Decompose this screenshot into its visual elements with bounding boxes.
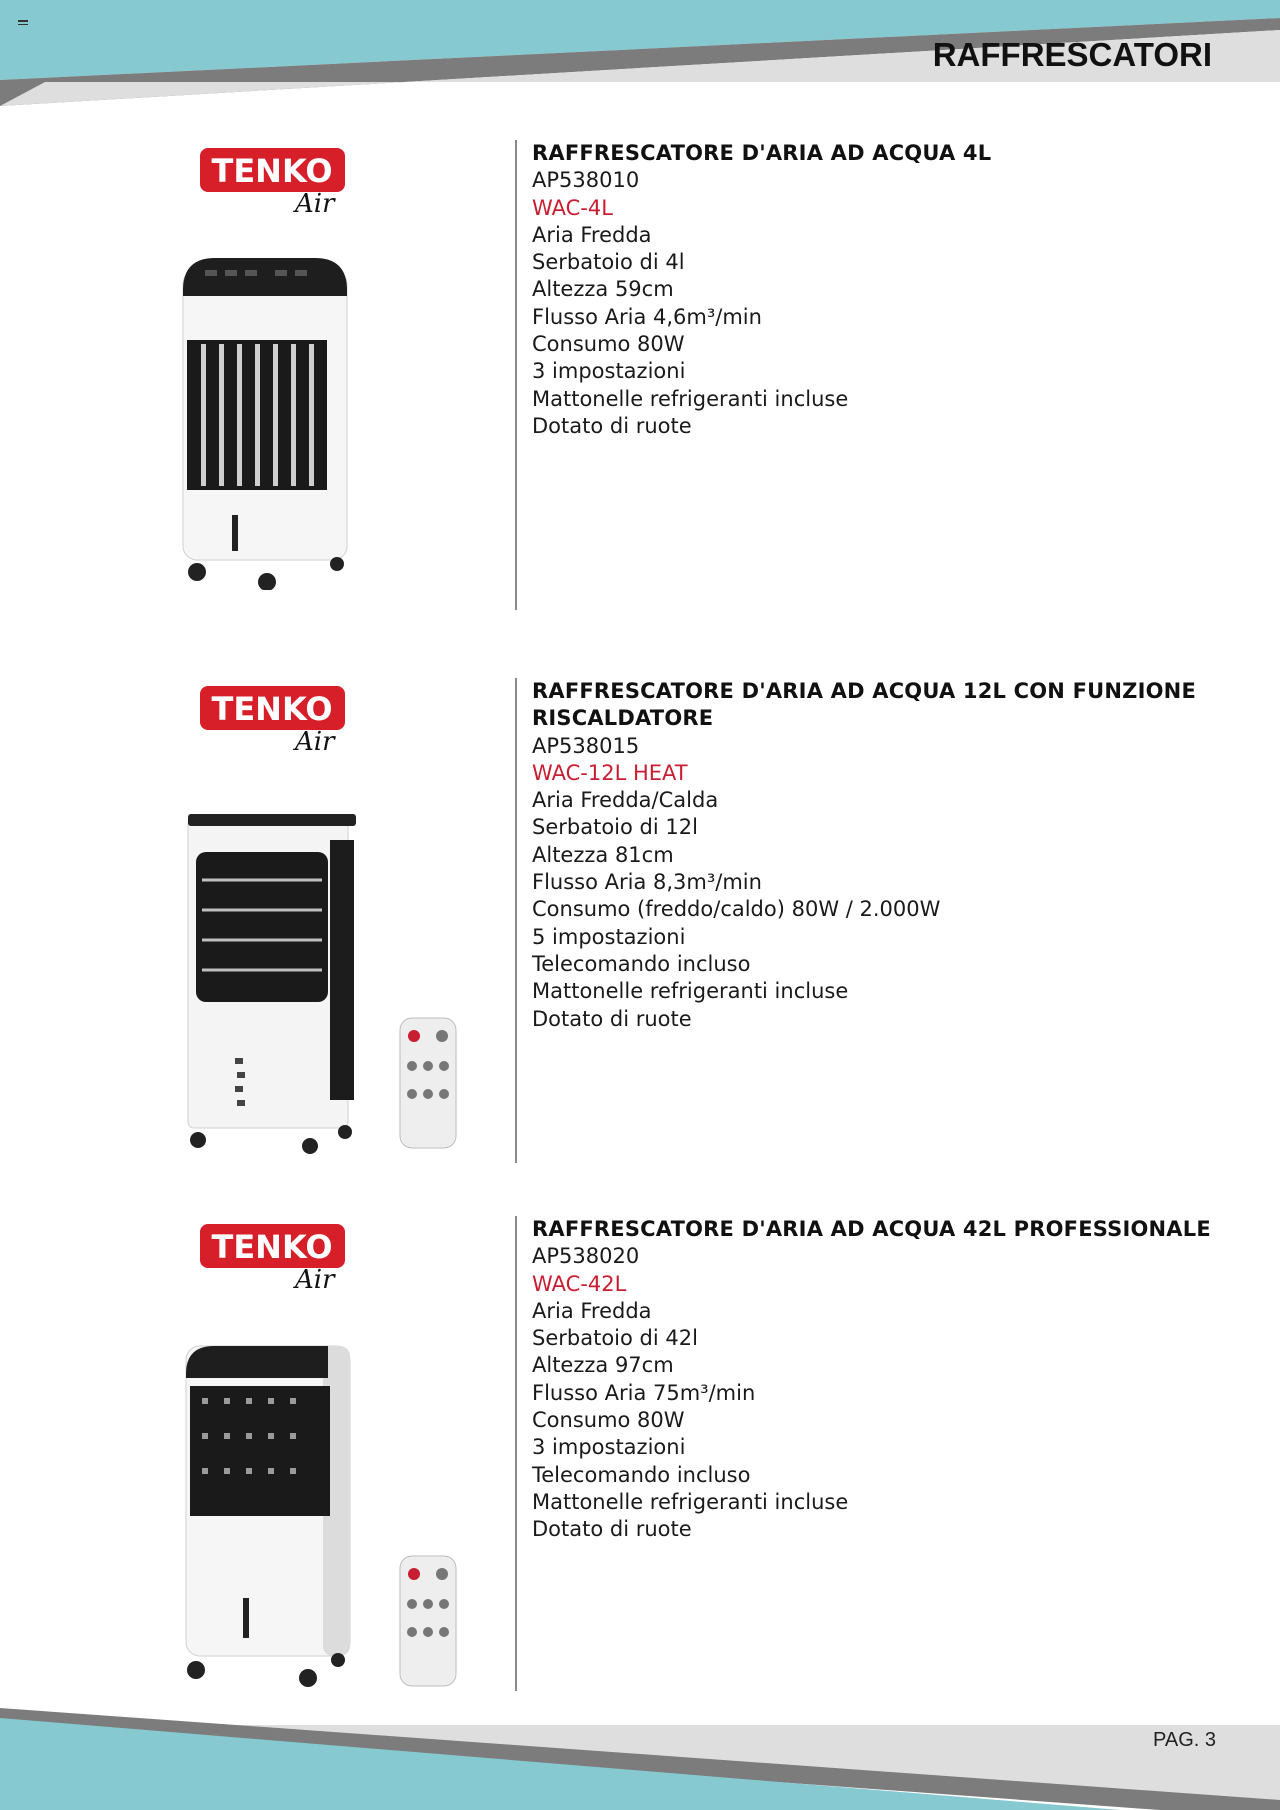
spec-item: Consumo (freddo/caldo) 80W / 2.000W <box>532 897 941 922</box>
spec-item: 3 impostazioni <box>532 1435 686 1460</box>
menu-icon[interactable] <box>18 20 28 27</box>
product-image-wac-4l <box>175 250 355 590</box>
spec-item: Dotato di ruote <box>532 1517 692 1542</box>
product-details <box>532 140 1232 440</box>
spec-item: Consumo 80W <box>532 332 685 357</box>
page-title: RAFFRESCATORI <box>932 36 1212 73</box>
spec-item: Serbatoio di 42l <box>532 1326 698 1351</box>
spec-item: Mattonelle refrigeranti incluse <box>532 979 849 1004</box>
product-details <box>532 1216 1232 1544</box>
spec-item: Mattonelle refrigeranti incluse <box>532 1489 849 1514</box>
product-code: AP538020 <box>532 1244 640 1269</box>
spec-list <box>532 1298 1232 1544</box>
svg-text:TENKO: TENKO <box>211 690 333 728</box>
product-model: WAC-4L <box>532 195 613 220</box>
product-image-wac-42l <box>178 1338 358 1698</box>
spec-item: Altezza 59cm <box>532 277 674 302</box>
product-model: WAC-12L HEAT <box>532 760 688 785</box>
spec-item: Serbatoio di 4l <box>532 250 685 275</box>
svg-text:TENKO: TENKO <box>211 1228 333 1266</box>
product-card-2 <box>0 678 1280 1163</box>
product-card-3 <box>0 1216 1280 1691</box>
product-name: RAFFRESCATORE D'ARIA AD ACQUA 12L CON FUNZIONE RISCALDATORE <box>532 679 1196 731</box>
spec-item: 3 impostazioni <box>532 359 686 384</box>
footer-band <box>0 1700 1280 1810</box>
spec-item: Aria Fredda <box>532 1298 652 1323</box>
spec-item: Dotato di ruote <box>532 413 692 438</box>
spec-list <box>532 222 1232 440</box>
spec-item: Serbatoio di 12l <box>532 815 698 840</box>
spec-list <box>532 787 1232 1033</box>
remote-control-image <box>398 1554 458 1689</box>
product-card-1 <box>0 140 1280 610</box>
spec-item: Telecomando incluso <box>532 951 751 976</box>
svg-text:Air: Air <box>295 189 335 219</box>
spec-item: Flusso Aria 8,3m³/min <box>532 870 762 895</box>
divider-line <box>515 140 517 610</box>
spec-item: Telecomando incluso <box>532 1462 751 1487</box>
product-code: AP538010 <box>532 168 640 193</box>
product-details <box>532 678 1232 1033</box>
divider-line <box>515 678 517 1163</box>
page-number: PAG. 3 <box>1153 1729 1216 1751</box>
spec-item: Flusso Aria 75m³/min <box>532 1380 756 1405</box>
svg-text:TENKO: TENKO <box>211 152 333 190</box>
tenko-air-logo <box>200 1216 350 1296</box>
spec-item: 5 impostazioni <box>532 924 686 949</box>
spec-item: Flusso Aria 4,6m³/min <box>532 304 762 329</box>
spec-item: Mattonelle refrigeranti incluse <box>532 386 849 411</box>
spec-item: Altezza 97cm <box>532 1353 674 1378</box>
spec-item: Aria Fredda <box>532 222 652 247</box>
product-name: RAFFRESCATORE D'ARIA AD ACQUA 4L <box>532 141 992 165</box>
spec-item: Altezza 81cm <box>532 842 674 867</box>
tenko-air-logo <box>200 140 350 220</box>
product-code: AP538015 <box>532 733 640 758</box>
remote-control-image <box>398 1016 458 1151</box>
divider-line <box>515 1216 517 1691</box>
spec-item: Dotato di ruote <box>532 1006 692 1031</box>
spec-item: Aria Fredda/Calda <box>532 788 719 813</box>
product-image-wac-12l-heat <box>180 810 360 1160</box>
svg-text:Air: Air <box>295 727 335 757</box>
product-name: RAFFRESCATORE D'ARIA AD ACQUA 42L PROFESSIONALE <box>532 1217 1211 1241</box>
spec-item: Consumo 80W <box>532 1408 685 1433</box>
svg-text:Air: Air <box>295 1265 335 1295</box>
tenko-air-logo <box>200 678 350 758</box>
product-model: WAC-42L <box>532 1271 627 1296</box>
